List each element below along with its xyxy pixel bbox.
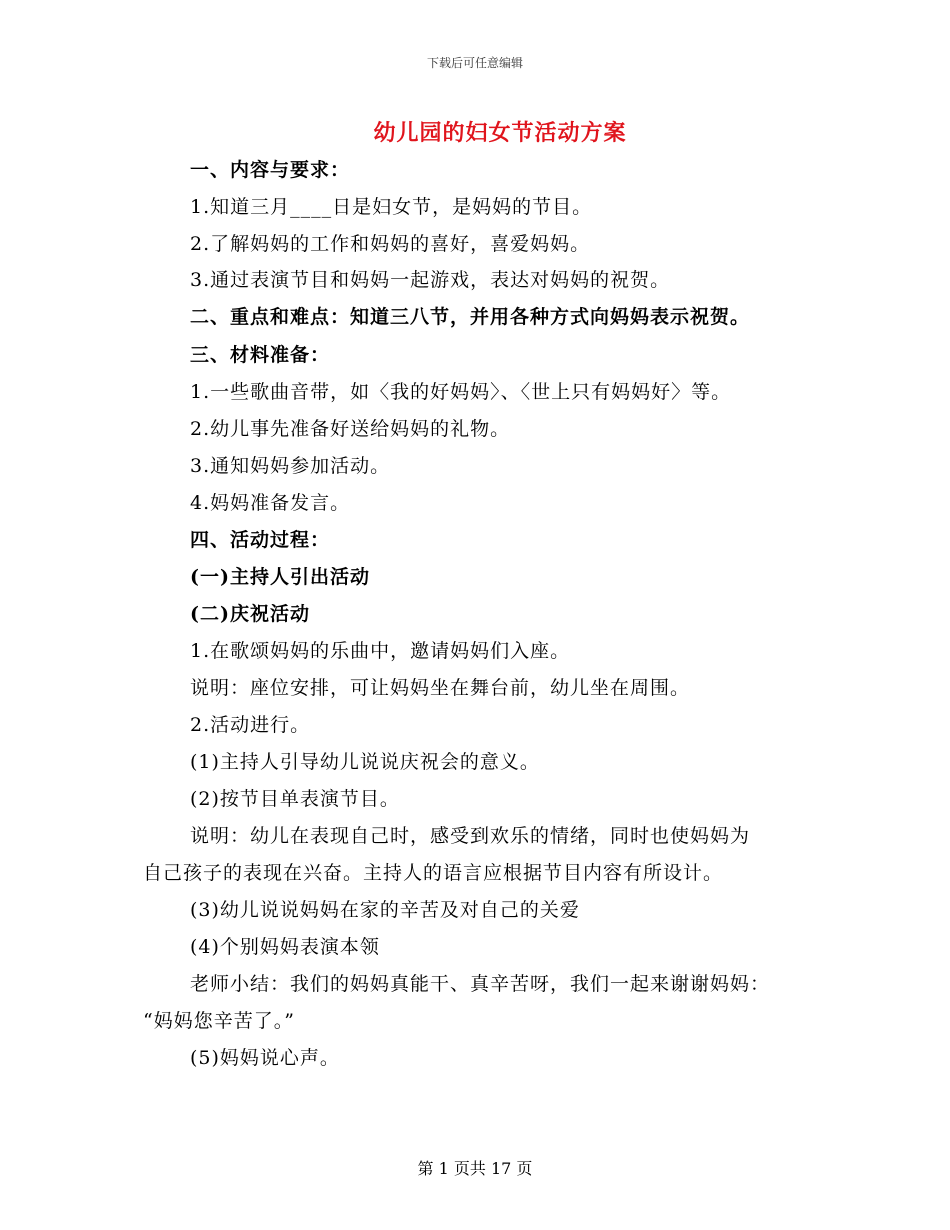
paragraph-line: (5)妈妈说心声。 <box>190 1047 340 1069</box>
paragraph-line: 4.妈妈准备发言。 <box>190 492 351 514</box>
paragraph-line: 说明：座位安排，可让妈妈坐在舞台前，幼儿坐在周围。 <box>190 677 691 699</box>
header-note: 下载后可任意编辑 <box>426 56 523 70</box>
paragraph-line: “妈妈您辛苦了。” <box>143 1010 295 1032</box>
paragraph-line: 1.一些歌曲音带，如〈我的好妈妈〉、〈世上只有妈妈好〉等。 <box>190 381 732 403</box>
paragraph-line: 1.知道三月____日是妇女节，是妈妈的节目。 <box>190 196 593 218</box>
paragraph-line: 3.通过表演节目和妈妈一起游戏，表达对妈妈的祝贺。 <box>190 269 671 291</box>
section-heading-key-points: 二、重点和难点：知道三八节，并用各种方式向妈妈表示祝贺。 <box>190 306 751 328</box>
page-title: 幼儿园的妇女节活动方案 <box>373 120 627 146</box>
paragraph-line: (2)按节目单表演节目。 <box>190 788 400 810</box>
paragraph-line: (3)幼儿说说妈妈在家的辛苦及对自己的关爱 <box>190 899 580 921</box>
page-footer: 第 1 页共 17 页 <box>417 1159 533 1178</box>
section-heading-activity-process: 四、活动过程： <box>190 529 331 551</box>
paragraph-line: 老师小结：我们的妈妈真能干、真辛苦呀，我们一起来谢谢妈妈： <box>190 973 771 995</box>
paragraph-line: 2.活动进行。 <box>190 714 311 736</box>
subsection-heading: (一)主持人引出活动 <box>190 566 370 588</box>
section-heading-materials: 三、材料准备： <box>190 344 331 366</box>
paragraph-line: 2.了解妈妈的工作和妈妈的喜好，喜爱妈妈。 <box>190 233 591 255</box>
paragraph-line: (4)个别妈妈表演本领 <box>190 936 380 958</box>
paragraph-line: 说明：幼儿在表现自己时，感受到欢乐的情绪，同时也使妈妈为 <box>190 825 751 847</box>
subsection-heading: (二)庆祝活动 <box>190 603 310 625</box>
section-heading-content-requirements: 一、内容与要求： <box>190 159 351 181</box>
paragraph-line: 自己孩子的表现在兴奋。主持人的语言应根据节目内容有所设计。 <box>143 862 724 884</box>
paragraph-line: 3.通知妈妈参加活动。 <box>190 455 391 477</box>
paragraph-line: 1.在歌颂妈妈的乐曲中，邀请妈妈们入座。 <box>190 640 571 662</box>
paragraph-line: 2.幼儿事先准备好送给妈妈的礼物。 <box>190 418 511 440</box>
paragraph-line: (1)主持人引导幼儿说说庆祝会的意义。 <box>190 751 540 773</box>
